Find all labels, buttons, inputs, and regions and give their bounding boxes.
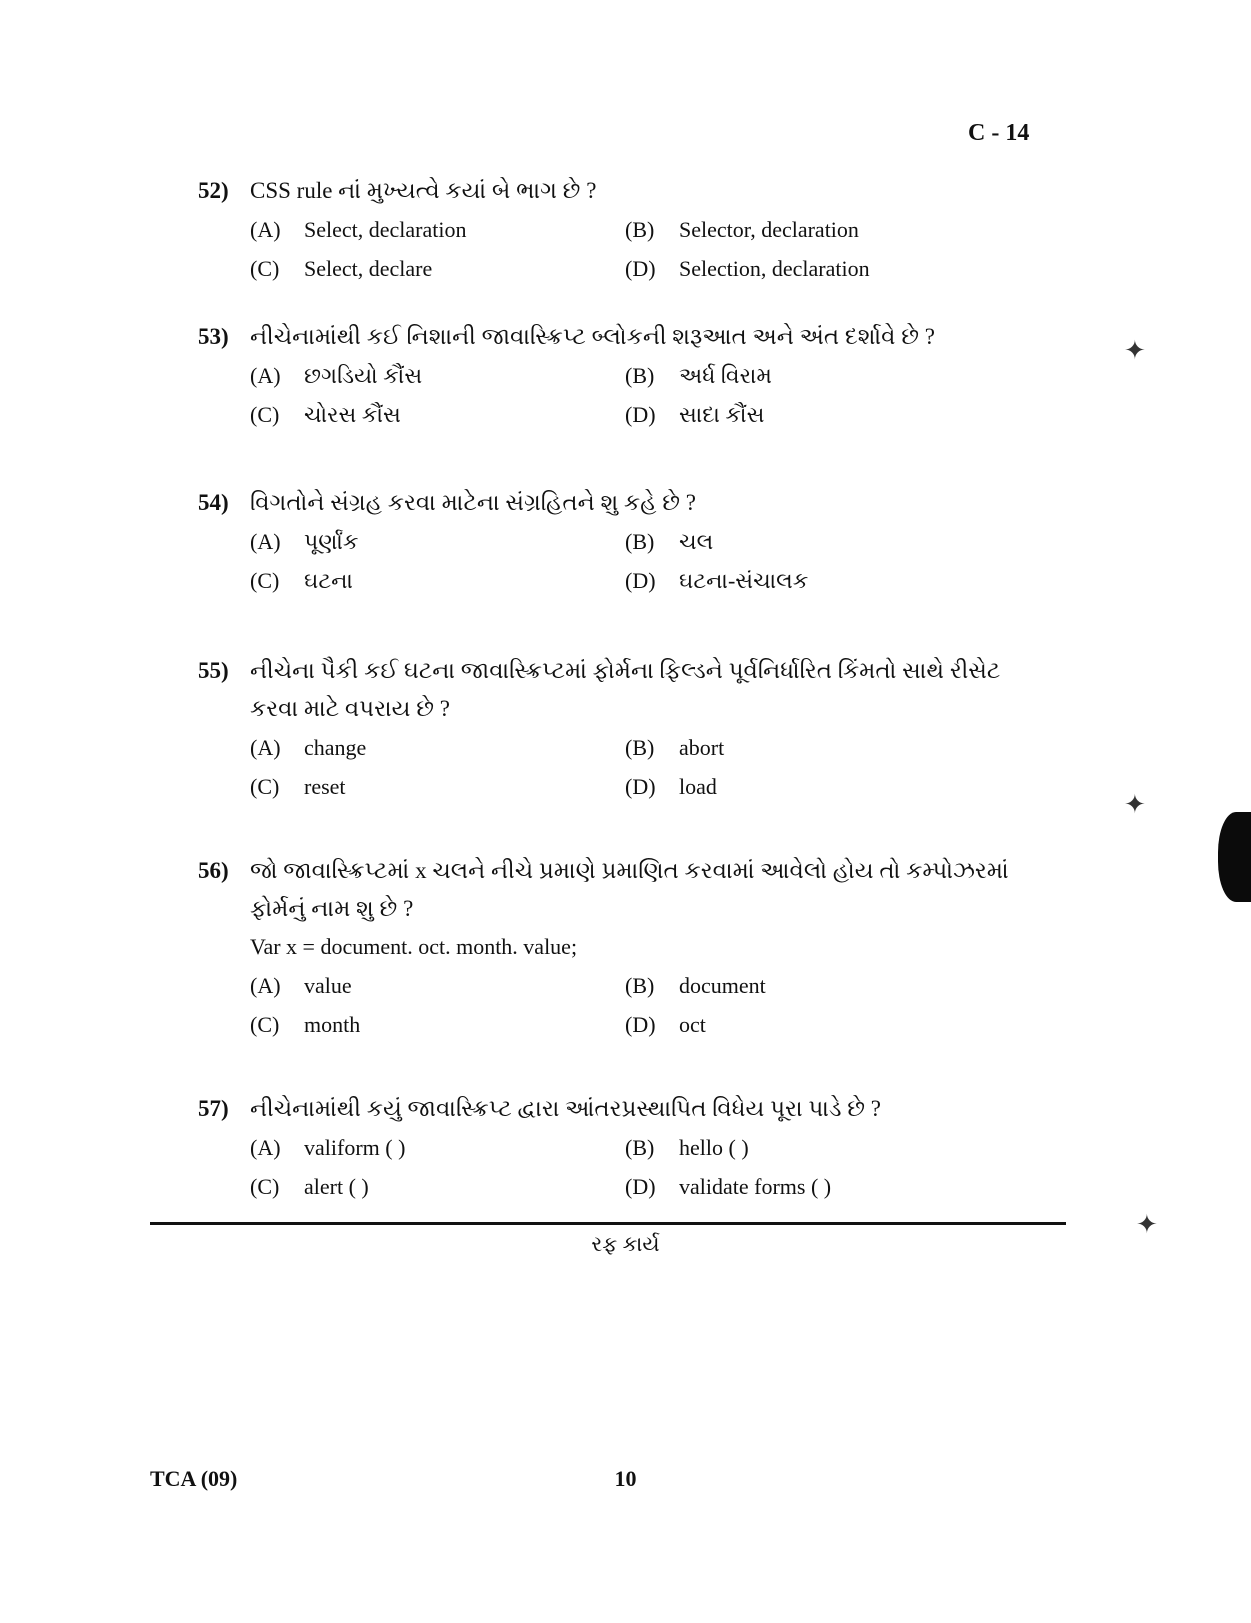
option-a: (A) valiform ( ) bbox=[250, 1128, 625, 1167]
page-number: 10 bbox=[614, 1466, 637, 1491]
question-56 bbox=[198, 852, 1028, 1044]
scan-mark-icon: ✦ bbox=[1124, 336, 1146, 365]
question-text: જો જાવાસ્ક્રિપ્ટમાં x ચલને નીચે પ્રમાણે પ્રમાણિત કરવામાં આવેલો હોય તો કમ્પોઝરમાં ફોર્મનું નામ શુ છે ? bbox=[250, 858, 1009, 921]
option-d: (D) ઘટના-સંચાલક bbox=[625, 561, 1005, 600]
question-text: વિગતોને સંગ્રહ કરવા માટેના સંગ્રહિતને શુ કહે છે ? bbox=[250, 490, 697, 515]
question-number: 52) bbox=[198, 178, 229, 203]
option-d: (D) validate forms ( ) bbox=[625, 1167, 1005, 1206]
scan-mark-icon: ✦ bbox=[1124, 790, 1146, 819]
option-text: સાદા કૌંસ bbox=[679, 402, 765, 427]
option-text: abort bbox=[679, 735, 725, 760]
question-text: નીચેનામાંથી કયું જાવાસ્ક્રિપ્ટ દ્વારા આંતરપ્રસ્થાપિત વિધેય પૂરા પાડે છે ? bbox=[250, 1096, 882, 1121]
option-text: change bbox=[304, 735, 367, 760]
option-text: Select, declare bbox=[304, 256, 433, 281]
option-a: (A) પૂર્ણાંક bbox=[250, 522, 625, 561]
page-code: C - 14 bbox=[968, 120, 1030, 146]
divider-line bbox=[150, 1222, 1066, 1225]
question-number: 54) bbox=[198, 490, 229, 515]
option-text: અર્ધ વિરામ bbox=[679, 363, 772, 388]
scan-blot bbox=[1218, 812, 1251, 902]
option-text: value bbox=[304, 973, 352, 998]
rough-work-label: રફ કાર્ય bbox=[591, 1232, 660, 1256]
option-c: (C) ઘટના bbox=[250, 561, 625, 600]
option-c: (C) alert ( ) bbox=[250, 1167, 625, 1206]
option-text: ચલ bbox=[679, 529, 714, 554]
option-c: (C) reset bbox=[250, 767, 625, 806]
option-a: (A) છગડિયો કૌંસ bbox=[250, 356, 625, 395]
option-text: ચોરસ કૌંસ bbox=[304, 402, 401, 427]
option-a: (A) Select, declaration bbox=[250, 210, 625, 249]
answer-options bbox=[250, 1128, 1028, 1206]
option-d: (D) સાદા કૌંસ bbox=[625, 395, 1005, 434]
option-c: (C) month bbox=[250, 1005, 625, 1044]
option-text: Select, declaration bbox=[304, 217, 467, 242]
answer-options bbox=[250, 966, 1028, 1044]
option-b: (B) ચલ bbox=[625, 522, 1005, 561]
option-c: (C) ચોરસ કૌંસ bbox=[250, 395, 625, 434]
question-55 bbox=[198, 652, 1028, 806]
answer-options bbox=[250, 210, 1028, 288]
option-d: (D) load bbox=[625, 767, 1005, 806]
answer-options bbox=[250, 522, 1028, 600]
question-57 bbox=[198, 1090, 1028, 1206]
option-a: (A) change bbox=[250, 728, 625, 767]
question-number: 55) bbox=[198, 658, 229, 683]
question-number: 57) bbox=[198, 1096, 229, 1121]
option-text: validate forms ( ) bbox=[679, 1174, 832, 1199]
option-text: Selector, declaration bbox=[679, 217, 859, 242]
option-text: hello ( ) bbox=[679, 1135, 749, 1160]
option-a: (A) value bbox=[250, 966, 625, 1005]
option-text: reset bbox=[304, 774, 346, 799]
question-54 bbox=[198, 484, 1028, 600]
option-text: month bbox=[304, 1012, 361, 1037]
option-c: (C) Select, declare bbox=[250, 249, 625, 288]
code-snippet: Var x = document. oct. month. value; bbox=[250, 934, 578, 959]
option-d: (D) oct bbox=[625, 1005, 1005, 1044]
question-text: નીચેનામાંથી કઈ નિશાની જાવાસ્ક્રિપ્ટ બ્લોકની શરૂઆત અને અંત દર્શાવે છે ? bbox=[250, 324, 935, 349]
option-b: (B) document bbox=[625, 966, 1005, 1005]
option-text: છગડિયો કૌંસ bbox=[304, 363, 423, 388]
question-number: 56) bbox=[198, 858, 229, 883]
question-text: નીચેના પૈકી કઈ ઘટના જાવાસ્ક્રિપ્ટમાં ફોર્મના ફિલ્ડને પૂર્વનિર્ધારિત કિંમતો સાથે રીસેટ કરવા માટે વપરાય છે ? bbox=[250, 658, 1001, 721]
option-b: (B) hello ( ) bbox=[625, 1128, 1005, 1167]
option-text: ઘટના bbox=[304, 568, 353, 593]
option-text: document bbox=[679, 973, 766, 998]
option-text: alert ( ) bbox=[304, 1174, 369, 1199]
option-d: (D) Selection, declaration bbox=[625, 249, 1005, 288]
option-text: ઘટના-સંચાલક bbox=[679, 568, 809, 593]
option-text: load bbox=[679, 774, 717, 799]
option-text: oct bbox=[679, 1012, 706, 1037]
question-number: 53) bbox=[198, 324, 229, 349]
question-text: CSS rule નાં મુખ્યત્વે કયાં બે ભાગ છે ? bbox=[250, 178, 597, 203]
question-52 bbox=[198, 172, 1028, 288]
option-b: (B) અર્ધ વિરામ bbox=[625, 356, 1005, 395]
answer-options bbox=[250, 356, 1028, 434]
scan-mark-icon: ✦ bbox=[1136, 1210, 1158, 1239]
option-text: પૂર્ણાંક bbox=[304, 529, 359, 554]
option-text: Selection, declaration bbox=[679, 256, 870, 281]
option-b: (B) Selector, declaration bbox=[625, 210, 1005, 249]
exam-code: TCA (09) bbox=[150, 1466, 238, 1491]
question-53 bbox=[198, 318, 1028, 434]
option-text: valiform ( ) bbox=[304, 1135, 406, 1160]
answer-options bbox=[250, 728, 1028, 806]
option-b: (B) abort bbox=[625, 728, 1005, 767]
